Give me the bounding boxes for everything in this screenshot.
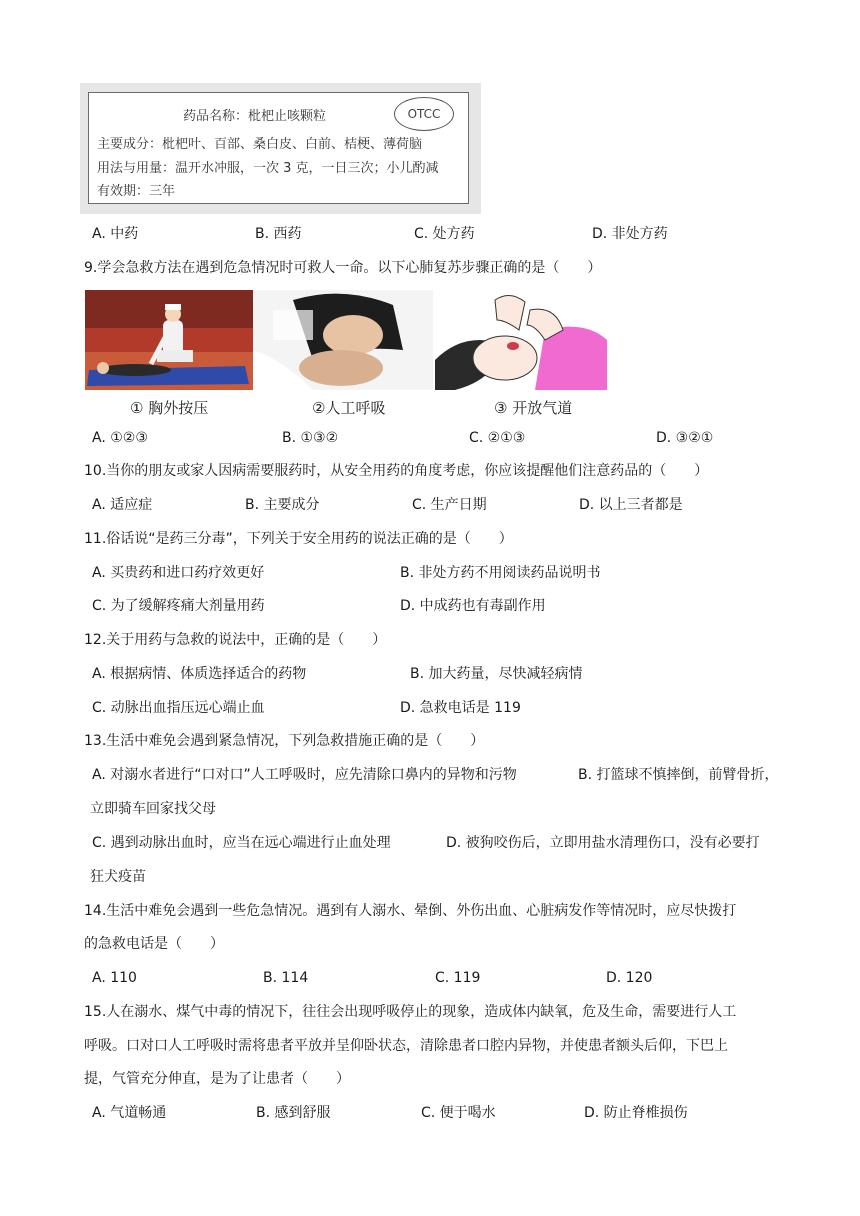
q8-option-b[interactable]: B. 西药 xyxy=(255,226,302,242)
label-ingredients: 主要成分：枇杷叶、百部、桑白皮、白前、桔梗、薄荷脑 xyxy=(97,137,423,152)
q14-option-d[interactable]: D. 120 xyxy=(606,970,653,986)
q14-option-a[interactable]: A. 110 xyxy=(92,970,137,986)
q13-option-b[interactable]: B. 打篮球不慎摔倒，前臂骨折， xyxy=(578,767,779,783)
q9-option-d[interactable]: D. ③②① xyxy=(656,430,714,446)
rescue-breathing-image xyxy=(253,290,433,390)
q9-question: 9.学会急救方法在遇到危急情况时可救人一命。以下心肺复苏步骤正确的是（ ） xyxy=(84,260,602,276)
medicine-label-card xyxy=(88,92,469,204)
q9-option-b[interactable]: B. ①③② xyxy=(282,430,339,446)
q15-option-b[interactable]: B. 感到舒服 xyxy=(256,1105,331,1121)
q15-question-line3: 提，气管充分伸直，是为了让患者（ ） xyxy=(84,1071,350,1087)
q11-question: 11.俗话说“是药三分毒”，下列关于安全用药的说法正确的是（ ） xyxy=(84,531,513,547)
q15-question-line2: 呼吸。口对口人工呼吸时需将患者平放并呈仰卧状态，清除患者口腔内异物，并使患者额头后仰，下巴上 xyxy=(84,1038,728,1054)
q13-option-a[interactable]: A. 对溺水者进行“口对口”人工呼吸时，应先清除口鼻内的异物和污物 xyxy=(92,767,517,783)
q8-option-d[interactable]: D. 非处方药 xyxy=(592,226,668,242)
q9-option-a[interactable]: A. ①②③ xyxy=(92,430,148,446)
q15-option-d[interactable]: D. 防止脊椎损伤 xyxy=(584,1105,688,1121)
q10-question: 10.当你的朋友或家人因病需要服药时，从安全用药的角度考虑，你应该提醒他们注意药品的（ ） xyxy=(84,463,709,479)
caption-rescue-breathing: ②人工呼吸 xyxy=(312,399,386,417)
q14-option-c[interactable]: C. 119 xyxy=(435,970,481,986)
q14-question-line1: 14.生活中难免会遇到一些危急情况。遇到有人溺水、晕倒、外伤出血、心脏病发作等情况时，应尽快拨打 xyxy=(84,903,737,919)
q11-option-a[interactable]: A. 买贵药和进口药疗效更好 xyxy=(92,565,265,581)
q12-option-b[interactable]: B. 加大药量，尽快减轻病情 xyxy=(410,666,583,682)
q14-question-line2: 的急救电话是（ ） xyxy=(84,936,224,952)
q11-option-c[interactable]: C. 为了缓解疼痛大剂量用药 xyxy=(92,598,265,614)
label-drug-name: 药品名称：枇杷止咳颗粒 xyxy=(183,109,327,124)
q15-option-a[interactable]: A. 气道畅通 xyxy=(92,1105,167,1121)
q11-option-b[interactable]: B. 非处方药不用阅读药品说明书 xyxy=(400,565,601,581)
q12-option-d[interactable]: D. 急救电话是 119 xyxy=(400,700,521,716)
q12-option-c[interactable]: C. 动脉出血指压远心端止血 xyxy=(92,700,265,716)
q10-option-b[interactable]: B. 主要成分 xyxy=(245,497,320,513)
medicine-label-image xyxy=(80,83,481,214)
q9-option-c[interactable]: C. ②①③ xyxy=(469,430,526,446)
chest-compression-image xyxy=(85,290,253,390)
q13-option-d[interactable]: D. 被狗咬伤后，立即用盐水清理伤口，没有必要打 xyxy=(446,835,760,851)
q13-option-b-continued: 立即骑车回家找父母 xyxy=(90,801,216,817)
q10-option-d[interactable]: D. 以上三者都是 xyxy=(579,497,683,513)
q10-option-a[interactable]: A. 适应症 xyxy=(92,497,153,513)
q12-option-a[interactable]: A. 根据病情、体质选择适合的药物 xyxy=(92,666,307,682)
label-usage: 用法与用量：温开水冲服，一次 3 克，一日三次；小儿酌减 xyxy=(97,161,439,176)
q13-option-d-continued: 狂犬疫苗 xyxy=(90,869,146,885)
q13-question: 13.生活中难免会遇到紧急情况，下列急救措施正确的是（ ） xyxy=(84,733,485,749)
caption-chest-compression: ① 胸外按压 xyxy=(130,399,209,417)
q13-option-c[interactable]: C. 遇到动脉出血时，应当在远心端进行止血处理 xyxy=(92,835,391,851)
q11-option-d[interactable]: D. 中成药也有毒副作用 xyxy=(400,598,546,614)
open-airway-image xyxy=(435,290,607,390)
q10-option-c[interactable]: C. 生产日期 xyxy=(412,497,487,513)
q14-option-b[interactable]: B. 114 xyxy=(263,970,309,986)
q15-option-c[interactable]: C. 便于喝水 xyxy=(421,1105,496,1121)
q8-option-c[interactable]: C. 处方药 xyxy=(414,226,475,242)
q15-question-line1: 15.人在溺水、煤气中毒的情况下，往往会出现呼吸停止的现象，造成体内缺氧，危及生命，需要进行人工 xyxy=(84,1004,737,1020)
otc-badge: OTCC xyxy=(394,97,454,131)
label-validity: 有效期：三年 xyxy=(97,184,176,199)
q8-option-a[interactable]: A. 中药 xyxy=(92,226,139,242)
q12-question: 12.关于用药与急救的说法中，正确的是（ ） xyxy=(84,632,387,648)
caption-open-airway: ③ 开放气道 xyxy=(494,399,573,417)
